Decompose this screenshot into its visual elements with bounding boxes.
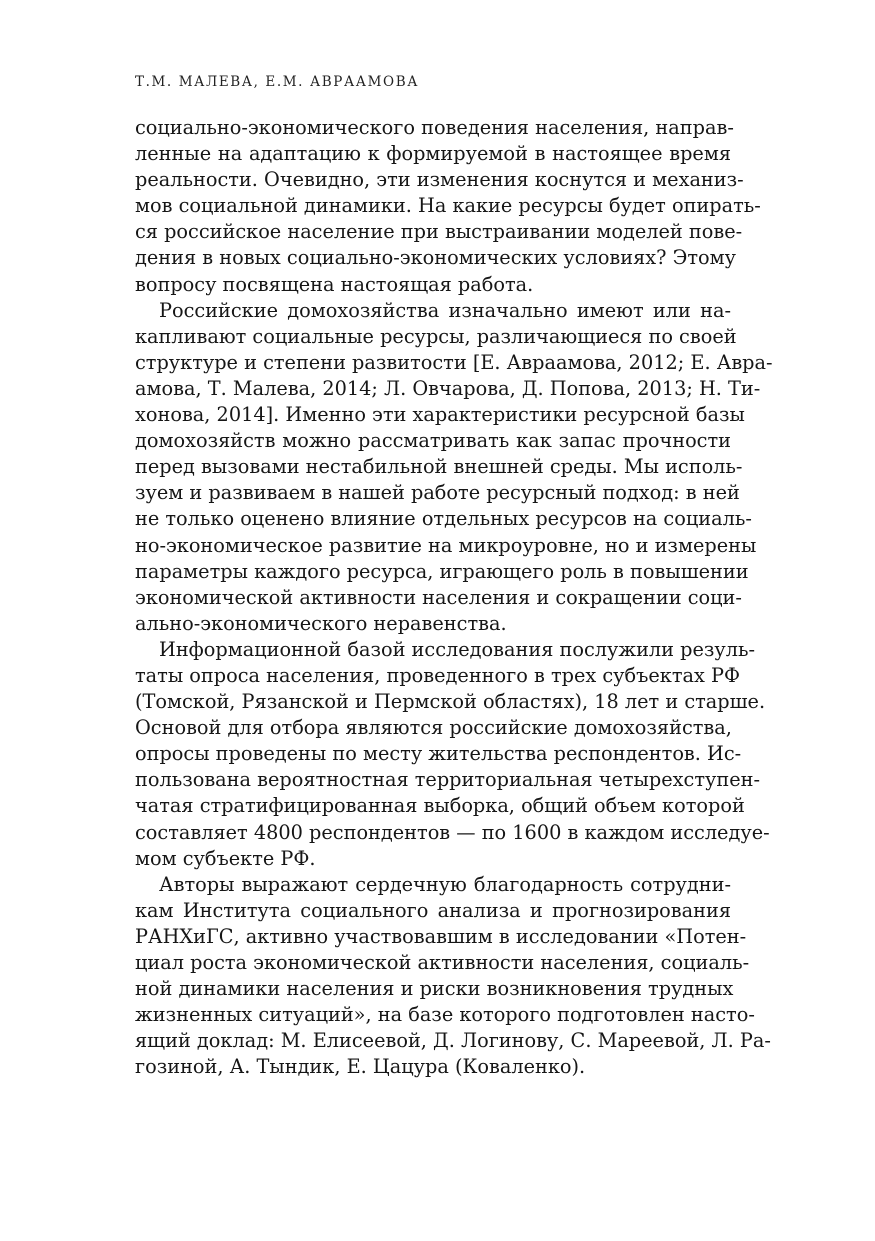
text-line: перед вызовами нестабильной внешней среды. Мы исполь- xyxy=(135,455,743,479)
text-line: социально-экономического поведения населения, направ- xyxy=(135,116,734,139)
text-line: структуре и степени развитости [Е. Авраамова, 2012; Е. Авра- xyxy=(135,350,773,374)
paragraph xyxy=(135,637,770,872)
running-header: Т.М. МАЛЕВА, Е.М. АВРААМОВА xyxy=(135,74,420,90)
text-line: хонова, 2014]. Именно эти характеристики ресурсной базы xyxy=(135,403,745,427)
text-line: амова, Т. Малева, 2014; Л. Овчарова, Д. Попова, 2013; Н. Ти- xyxy=(135,376,761,400)
text-line: параметры каждого ресурса, играющего роль в повышении xyxy=(135,559,749,583)
text-line: ся российское население при выстраивании моделей пове- xyxy=(135,220,743,244)
text-line: гозиной, А. Тындик, Е. Цацура (Коваленко). xyxy=(135,1055,586,1079)
text-line: составляет 4800 респондентов — по 1600 в каждом исследуе- xyxy=(135,820,770,844)
text-line: ящий доклад: М. Елисеевой, Д. Логинову, С. Мареевой, Л. Ра- xyxy=(135,1029,771,1053)
text-line: чатая стратифицированная выборка, общий объем которой xyxy=(135,794,745,818)
body-text xyxy=(135,115,773,1080)
text-line: Информационной базой исследования послужили резуль- xyxy=(159,637,756,661)
text-line: реальности. Очевидно, эти изменения коснутся и механиз- xyxy=(135,168,744,192)
text-line: ной динамики населения и риски возникновения трудных xyxy=(135,977,734,1001)
text-line: пользована вероятностная территориальная четырехступен- xyxy=(135,768,760,792)
text-line: жизненных ситуаций», на базе которого подготовлен насто- xyxy=(135,1003,755,1027)
text-line: дения в новых социально-экономических условиях? Этому xyxy=(135,246,737,270)
text-line: не только оценено влияние отдельных ресурсов на социаль- xyxy=(135,507,752,531)
text-line: таты опроса населения, проведенного в трех субъектах РФ xyxy=(135,663,741,687)
text-line: Российские домохозяйства изначально имеют или на- xyxy=(159,298,731,322)
text-line: мом субъекте РФ. xyxy=(135,846,316,870)
text-line: мов социальной динамики. На какие ресурсы будет опирать- xyxy=(135,194,761,218)
text-line: Авторы выражают сердечную благодарность сотрудни- xyxy=(159,872,731,896)
paragraph xyxy=(135,872,771,1081)
text-line: вопросу посвящена настоящая работа. xyxy=(135,272,534,296)
text-line: кам Института социального анализа и прогнозирования xyxy=(135,898,731,922)
text-line: опросы проведены по месту жительства респондентов. Ис- xyxy=(135,742,742,766)
text-line: зуем и развиваем в нашей работе ресурсный подход: в ней xyxy=(135,481,740,505)
text-line: ально-экономического неравенства. xyxy=(135,611,507,635)
text-line: домохозяйств можно рассматривать как запас прочности xyxy=(135,429,731,453)
paragraph xyxy=(135,115,761,298)
text-line: ленные на адаптацию к формируемой в настоящее время xyxy=(135,142,731,166)
text-line: но-экономическое развитие на микроуровне, но и измерены xyxy=(135,533,757,557)
text-line: экономической активности населения и сокращении соци- xyxy=(135,585,742,609)
text-line: РАНХиГС, активно участвовавшим в исследовании «Потен- xyxy=(135,924,747,948)
text-line: циал роста экономической активности населения, социаль- xyxy=(135,951,750,974)
paragraph xyxy=(135,298,773,637)
text-line: капливают социальные ресурсы, различающиеся по своей xyxy=(135,324,737,348)
text-line: (Томской, Рязанской и Пермской областях), 18 лет и старше. xyxy=(135,690,766,714)
text-line: Основой для отбора являются российские домохозяйства, xyxy=(135,716,732,740)
